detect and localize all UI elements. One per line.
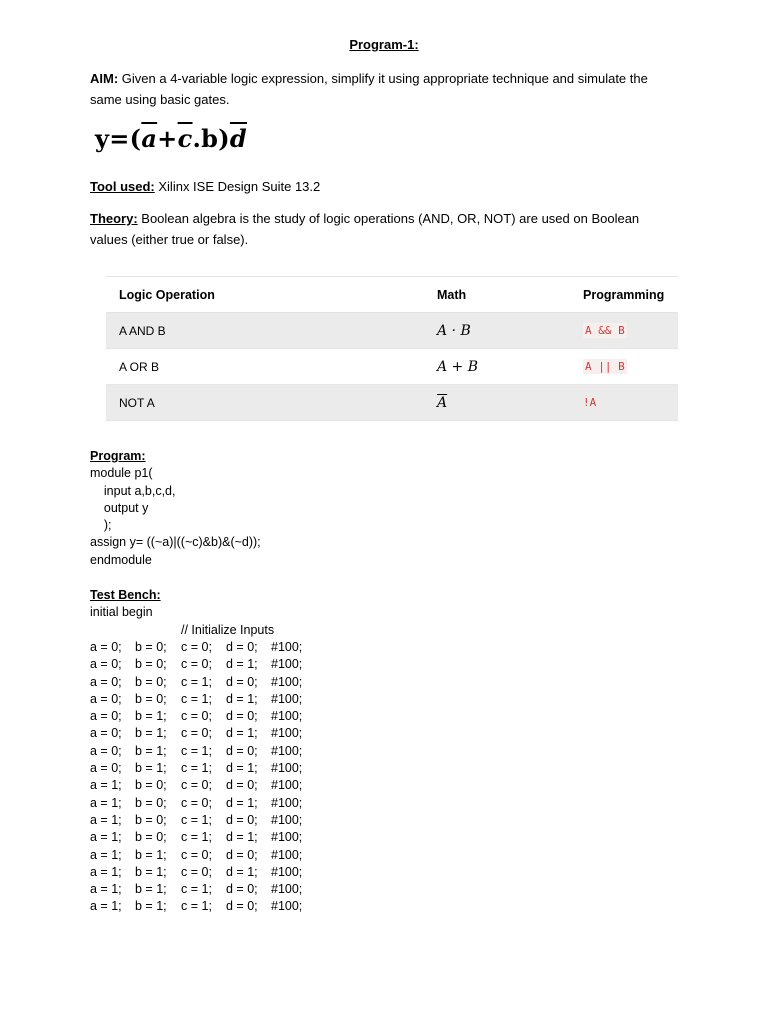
programming-cell: [570, 385, 678, 421]
tb-a-value: a = 0;: [90, 743, 122, 758]
tb-d-value: d = 1;: [226, 830, 258, 845]
equation-plus: +: [157, 124, 178, 153]
tb-a-value: a = 1;: [90, 830, 122, 845]
tb-a-value: a = 0;: [90, 674, 122, 689]
tb-c-value: c = 0;: [181, 709, 212, 724]
tb-a-value: a = 1;: [90, 812, 122, 827]
tb-b-value: b = 0;: [135, 691, 167, 706]
math-cell: A + B: [424, 349, 570, 385]
tb-delay: #100;: [271, 795, 303, 810]
table-row: [106, 349, 678, 385]
tb-c-value: c = 0;: [181, 795, 212, 810]
equation-c-bar: $\overline{c}$: [177, 124, 193, 153]
tb-b-value: b = 1;: [135, 882, 167, 897]
tb-delay: #100;: [271, 761, 303, 776]
code-line: module p1(: [90, 466, 153, 481]
math-cell: [424, 385, 570, 421]
programming-code: A || B: [585, 360, 625, 373]
tb-b-value: b = 0;: [135, 657, 167, 672]
code-line: assign y= ((~a)|((~c)&b)&(~d));: [90, 535, 261, 550]
tb-d-value: d = 0;: [226, 709, 258, 724]
tb-d-value: d = 0;: [226, 899, 258, 914]
tool-paragraph: [90, 176, 680, 197]
tb-b-value: b = 0;: [135, 674, 167, 689]
tb-c-value: c = 0;: [181, 657, 212, 672]
tb-c-value: c = 0;: [181, 864, 212, 879]
table-row: [106, 313, 678, 349]
aim-label: AIM:: [90, 71, 119, 86]
operation-cell: A OR B: [106, 349, 424, 385]
table-row: [106, 385, 678, 421]
tb-delay: #100;: [271, 657, 303, 672]
tb-a-value: a = 0;: [90, 640, 122, 654]
tb-delay: #100;: [271, 847, 303, 862]
not-a-math: $\overline{A}$: [437, 394, 448, 411]
tool-label: Tool used:: [90, 179, 155, 194]
tb-b-value: b = 1;: [135, 761, 167, 776]
tb-delay: #100;: [271, 899, 303, 914]
tb-b-value: b = 1;: [135, 726, 167, 741]
tb-d-value: d = 0;: [226, 812, 258, 827]
tb-delay: #100;: [271, 864, 303, 879]
aim-text: Given a 4-variable logic expression, simplify it using appropriate technique and simulate the same using basic gates.: [90, 71, 648, 107]
tb-delay: #100;: [271, 709, 303, 724]
tb-a-value: a = 0;: [90, 709, 122, 724]
tb-d-value: d = 0;: [226, 882, 258, 897]
header-programming: Programming: [570, 277, 678, 313]
tb-b-value: b = 0;: [135, 640, 167, 654]
tb-b-value: b = 1;: [135, 709, 167, 724]
tb-b-value: b = 0;: [135, 830, 167, 845]
tb-c-value: c = 0;: [181, 640, 212, 654]
tb-d-value: d = 1;: [226, 691, 258, 706]
tb-delay: #100;: [271, 812, 303, 827]
testbench-label: Test Bench:: [90, 588, 161, 602]
tb-delay: #100;: [271, 743, 303, 758]
code-line: input a,b,c,d,: [90, 483, 176, 498]
equation-prefix: y=(: [95, 124, 142, 153]
tb-delay: #100;: [271, 674, 303, 689]
tb-b-value: b = 0;: [135, 795, 167, 810]
tb-delay: #100;: [271, 830, 303, 845]
header-logic-operation: Logic Operation: [106, 277, 424, 313]
header-math: Math: [424, 277, 570, 313]
tb-b-value: b = 1;: [135, 899, 167, 914]
tb-a-value: a = 1;: [90, 864, 122, 879]
program-label: Program:: [90, 449, 146, 463]
math-cell: A · B: [424, 313, 570, 349]
tb-a-value: a = 1;: [90, 899, 122, 914]
theory-paragraph: [90, 208, 680, 250]
equation-d-bar: $\overline{d}$: [229, 124, 248, 153]
theory-label: Theory:: [90, 211, 138, 226]
programming-cell: [570, 349, 678, 385]
tb-a-value: a = 0;: [90, 691, 122, 706]
tb-a-value: a = 1;: [90, 847, 122, 862]
tb-d-value: d = 0;: [226, 778, 258, 793]
tb-d-value: d = 1;: [226, 761, 258, 776]
programming-code: A && B: [585, 324, 625, 337]
programming-cell: [570, 313, 678, 349]
tb-a-value: a = 0;: [90, 726, 122, 741]
tb-c-value: c = 0;: [181, 726, 212, 741]
tb-a-value: a = 1;: [90, 882, 122, 897]
tb-b-value: b = 1;: [135, 847, 167, 862]
tb-delay: #100;: [271, 726, 303, 741]
tb-d-value: d = 1;: [226, 657, 258, 672]
tb-c-value: c = 0;: [181, 778, 212, 793]
tb-c-value: c = 1;: [181, 743, 212, 758]
testbench-block: [90, 587, 274, 639]
tb-a-value: a = 0;: [90, 657, 122, 672]
tb-d-value: d = 0;: [226, 640, 258, 654]
tb-c-value: c = 1;: [181, 830, 212, 845]
tb-c-value: c = 1;: [181, 882, 212, 897]
tb-d-value: d = 1;: [226, 864, 258, 879]
tb-d-value: d = 0;: [226, 847, 258, 862]
tb-b-value: b = 1;: [135, 743, 167, 758]
tool-text: Xilinx ISE Design Suite 13.2: [154, 179, 321, 194]
program-block: [90, 448, 261, 569]
tb-b-value: b = 0;: [135, 778, 167, 793]
operation-cell: NOT A: [106, 385, 424, 421]
tb-d-value: d = 0;: [226, 674, 258, 689]
programming-code: !A: [583, 396, 597, 409]
equation-a-bar: $\overline{a}$: [141, 124, 158, 153]
tb-c-value: c = 1;: [181, 812, 212, 827]
logic-equation: [95, 124, 247, 153]
tb-a-value: a = 0;: [90, 761, 122, 776]
tb-delay: #100;: [271, 691, 303, 706]
tb-c-value: c = 1;: [181, 674, 212, 689]
code-line: endmodule: [90, 552, 152, 567]
tb-c-value: c = 0;: [181, 847, 212, 862]
tb-b-value: b = 1;: [135, 864, 167, 879]
tb-d-value: d = 0;: [226, 743, 258, 758]
tb-c-value: c = 1;: [181, 691, 212, 706]
tb-delay: #100;: [271, 778, 303, 793]
code-line: output y: [90, 500, 149, 515]
tb-c-value: c = 1;: [181, 761, 212, 776]
code-line: );: [90, 518, 112, 533]
logic-operations-table: [106, 276, 678, 421]
operation-cell: A AND B: [106, 313, 424, 349]
tb-d-value: d = 1;: [226, 795, 258, 810]
equation-middle: .b): [192, 124, 230, 153]
aim-paragraph: [90, 68, 680, 110]
tb-a-value: a = 1;: [90, 778, 122, 793]
tb-b-value: b = 0;: [135, 812, 167, 827]
testbench-comment: // Initialize Inputs: [181, 622, 275, 637]
tb-delay: #100;: [271, 640, 303, 654]
tb-d-value: d = 1;: [226, 726, 258, 741]
tb-c-value: c = 1;: [181, 899, 212, 914]
table-header-row: [106, 277, 678, 313]
theory-text: Boolean algebra is the study of logic operations (AND, OR, NOT) are used on Boolean values (either true or false).: [90, 211, 640, 247]
tb-delay: #100;: [271, 882, 303, 897]
tb-a-value: a = 1;: [90, 795, 122, 810]
page-title: Program-1:: [349, 37, 419, 52]
testbench-initial-line: initial begin: [90, 605, 153, 620]
